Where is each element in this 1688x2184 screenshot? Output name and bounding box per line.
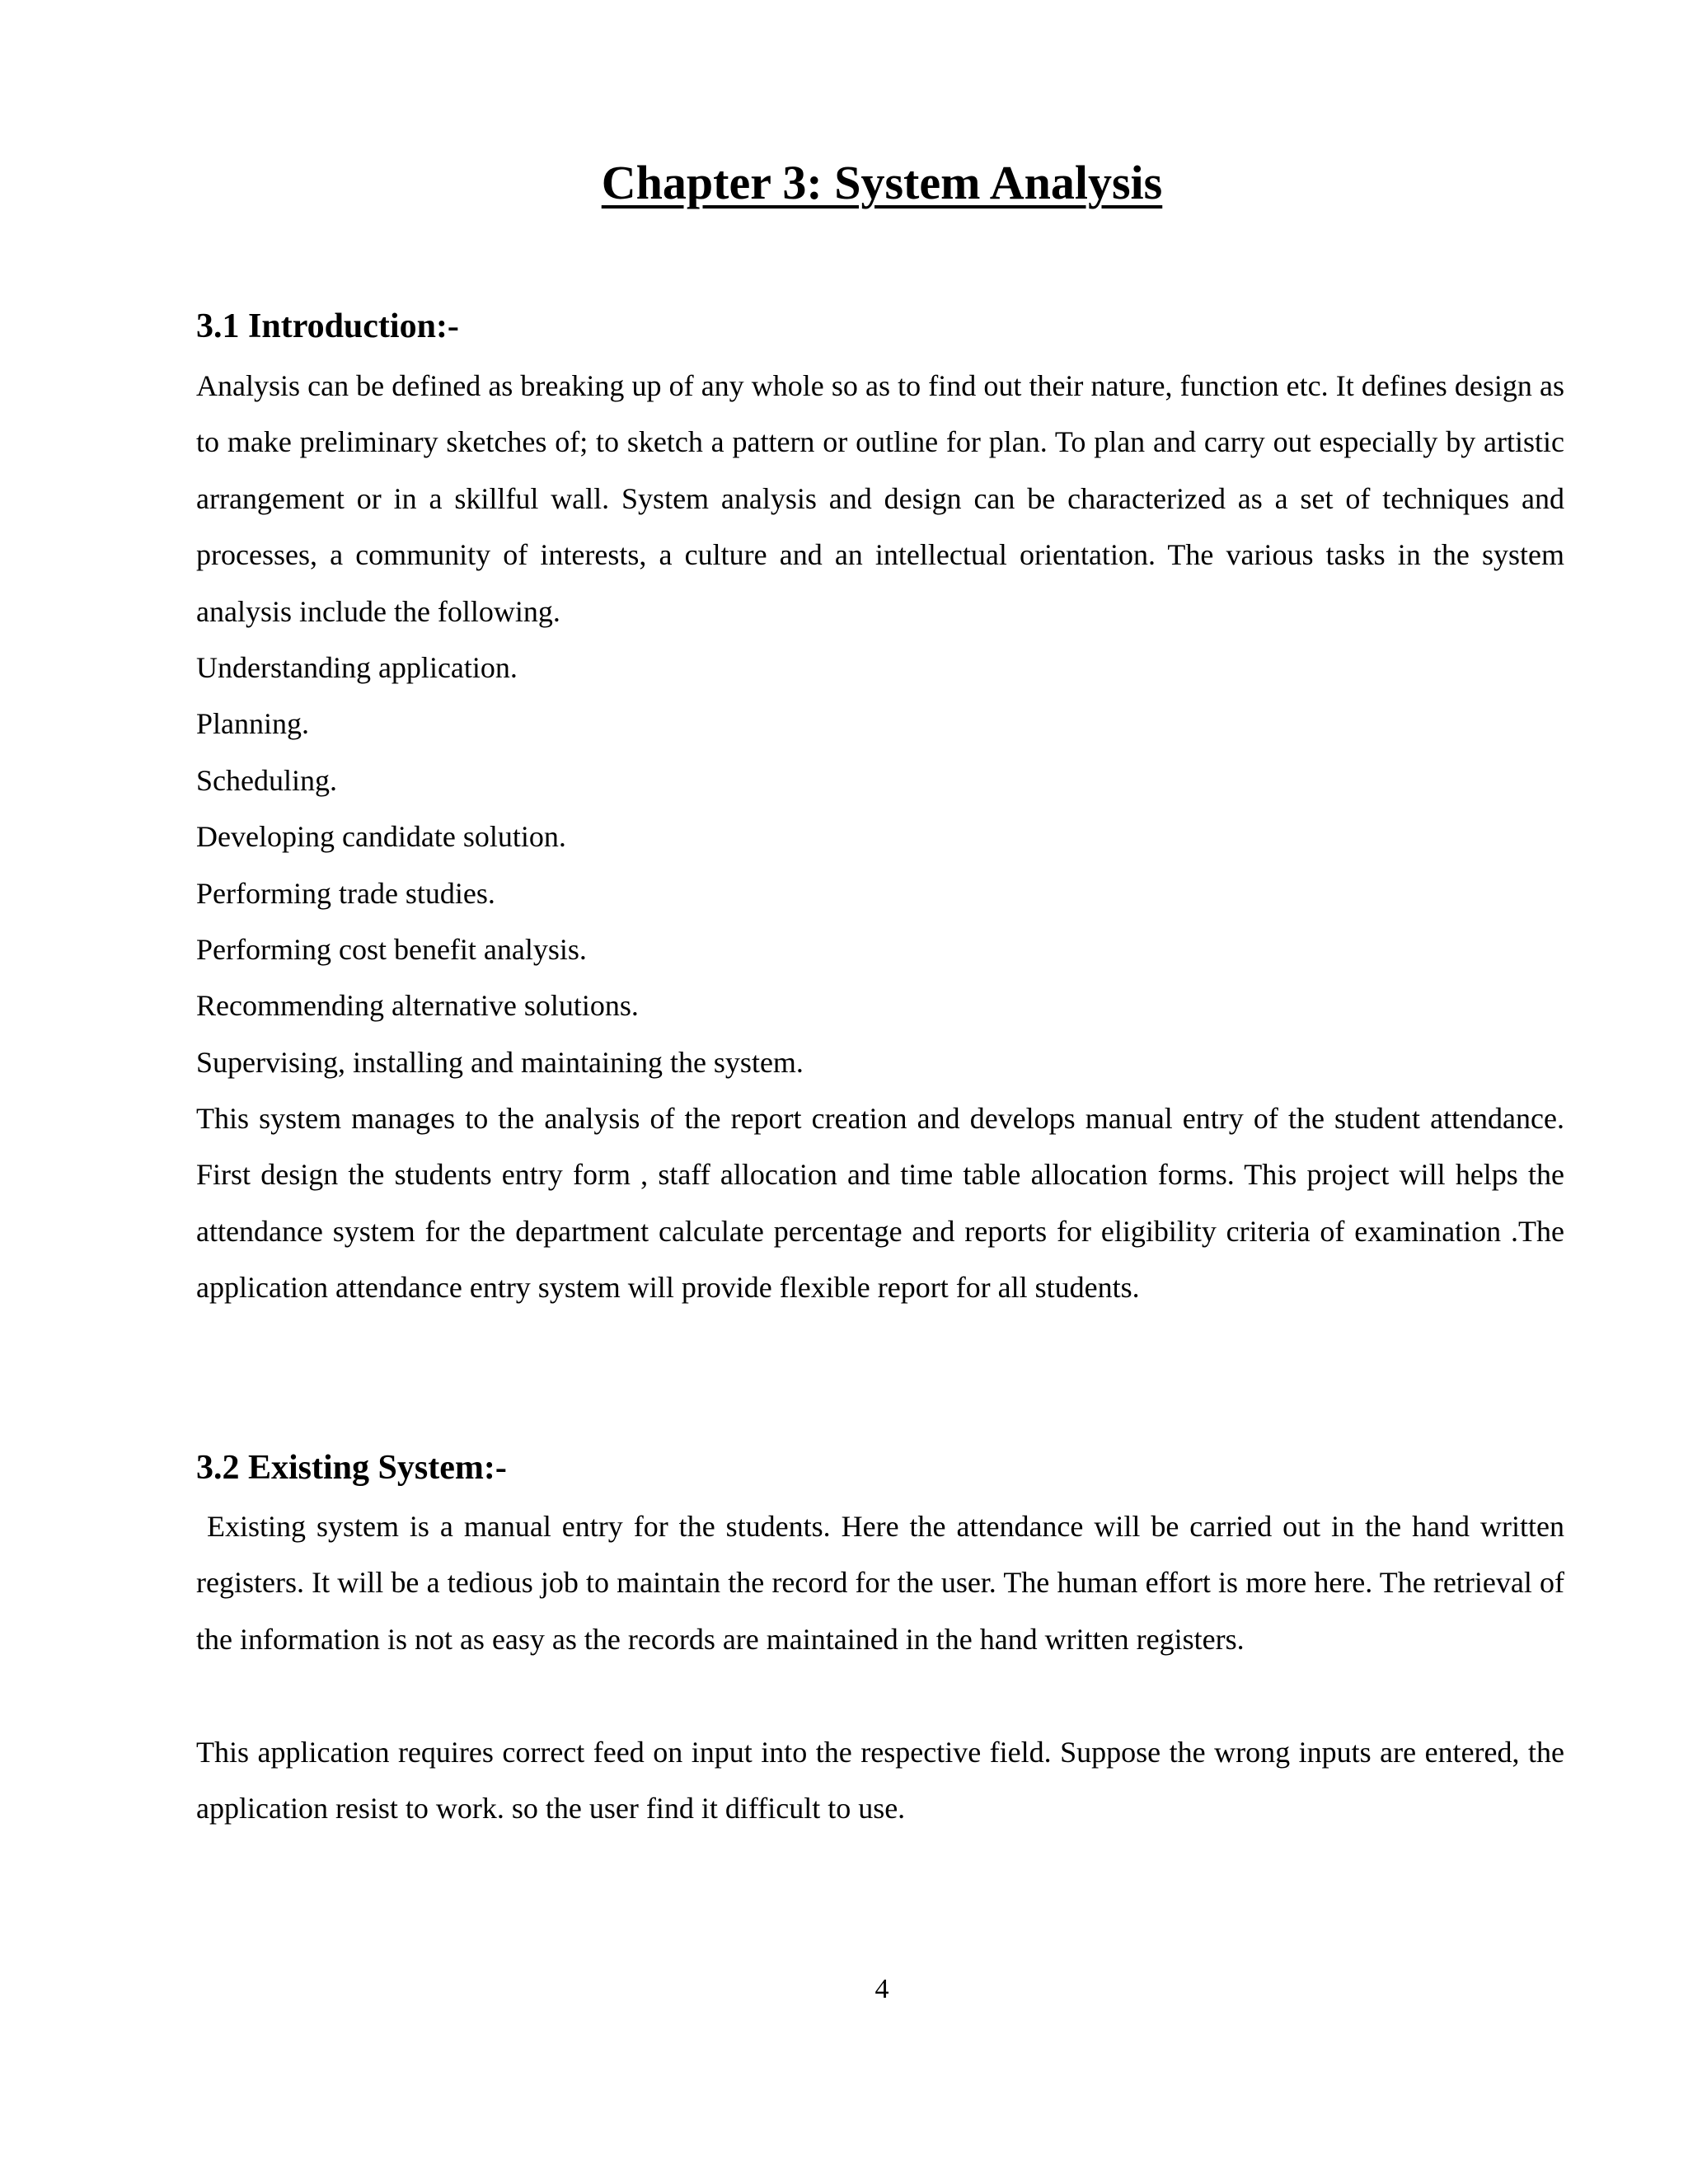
list-item: Developing candidate solution. [196,820,566,854]
input-requirements-paragraph: This application requires correct feed on input into the respective field. Suppose the wrong inputs are entered, the application resist to work. so the user find it difficult to use. [196,1736,1564,1825]
list-item: Performing cost benefit analysis. [196,933,587,967]
list-item: Planning. [196,707,310,741]
list-item: Scheduling. [196,763,337,797]
list-item: Recommending alternative solutions. [196,989,639,1023]
section-heading-existing-system: 3.2 Existing System:- [196,1449,507,1487]
list-item: Understanding application. [196,651,518,684]
list-item: Supervising, installing and maintaining the system. [196,1045,804,1079]
system-overview-paragraph: This system manages to the analysis of the report creation and develops manual entry of the student attendance. First design the students entry form , staff allocation and time table allocation forms. This project will helps the attendance system for the department calculate percentage and reports for eligibility criteria of examination .The application attendance entry system will provide flexible report for all students. [196,1102,1564,1305]
page-number: 4 [874,1974,889,2004]
introduction-paragraph: Analysis can be defined as breaking up of any whole so as to find out their nature, function etc. It defines design as to make preliminary sketches of; to sketch a pattern or outline for plan. To plan and carry out especially by artistic arrangement or in a skillful wall. System analysis and design can be characterized as a set of techniques and processes, a community of interests, a culture and an intellectual orientation. The various tasks in the system analysis include the following. [196,369,1564,628]
chapter-title: Chapter 3: System Analysis [601,156,1163,209]
existing-system-paragraph: Existing system is a manual entry for the students. Here the attendance will be carried out in the hand written registers. It will be a tedious job to maintain the record for the user. The human effort is more here. The retrieval of the information is not as easy as the records are maintained in the hand written registers. [196,1510,1564,1656]
section-heading-introduction: 3.1 Introduction:- [196,307,459,345]
system-analysis-task-list [196,640,804,1090]
list-item: Performing trade studies. [196,876,495,910]
